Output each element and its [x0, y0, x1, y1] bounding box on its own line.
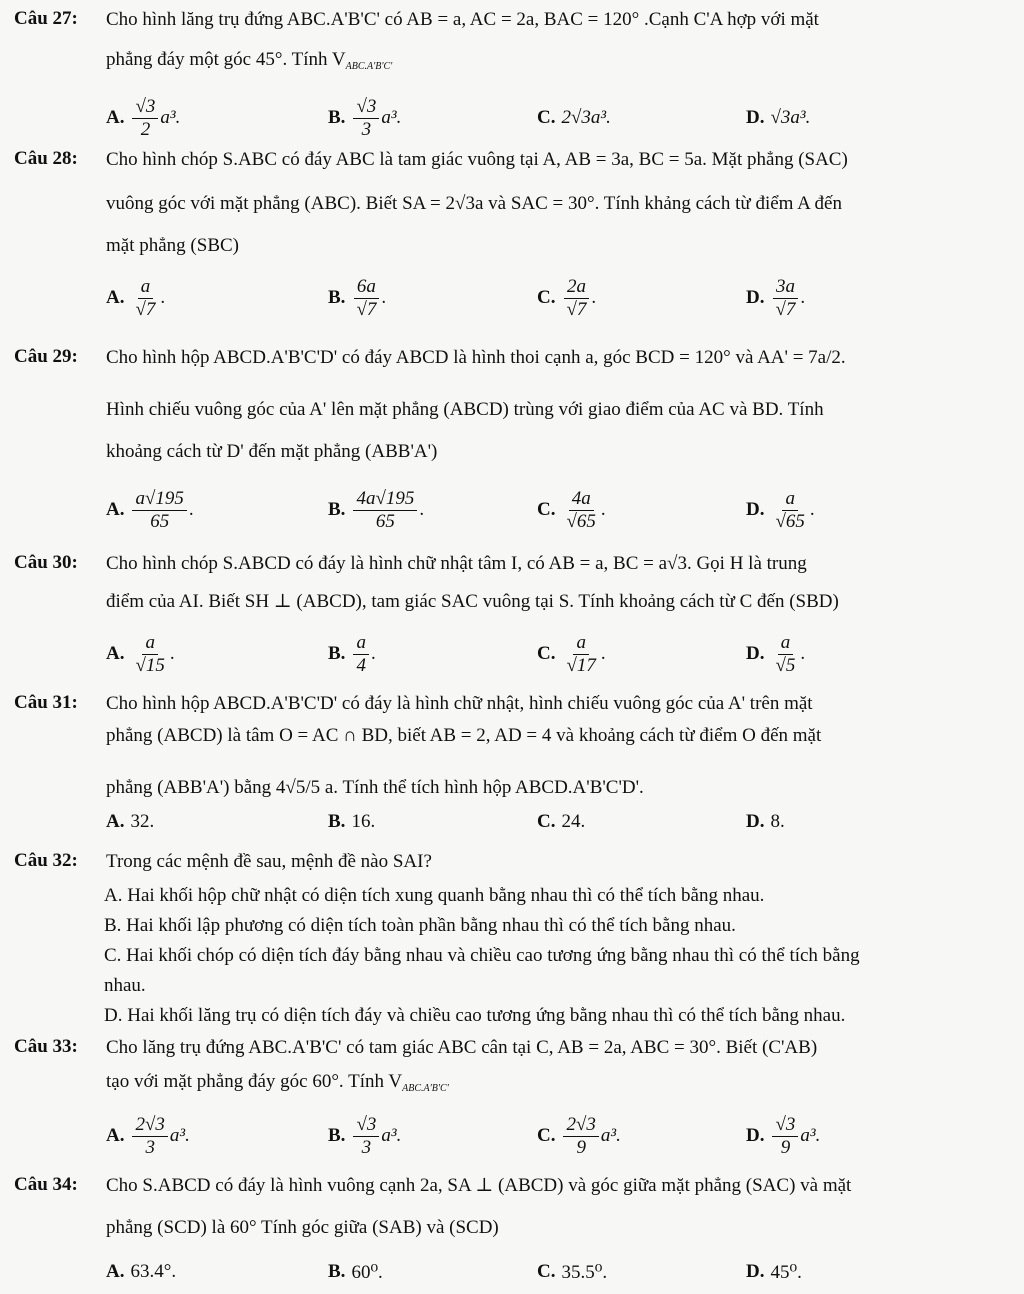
option-a: A. $\frac{a}{√7}$ . — [106, 275, 166, 320]
options-row — [0, 1254, 1024, 1290]
question-text: mặt phẳng (SBC) — [106, 235, 239, 256]
question-text: Cho hình lăng trụ đứng ABC.A'B'C' có AB = a, AC = 2a, BAC = 120° .Cạnh C'A hợp với mặt — [106, 9, 819, 30]
option-a: A. $\frac{a√195}{65}$ . — [106, 487, 194, 532]
option-c: C. $\frac{a}{√17}$ . — [537, 631, 606, 676]
option-b: B. $\frac{4a√195}{65}$ . — [328, 487, 425, 532]
question-text: phẳng (ABCD) là tâm O = AC ∩ BD, biết AB = 2, AD = 4 và khoảng cách từ điểm O đến mặt — [106, 725, 822, 746]
question-label: Câu 27: — [14, 8, 78, 29]
option-c: C. $\frac{2a}{√7}$ . — [537, 275, 597, 320]
statement-b: B. Hai khối lập phương có diện tích toàn phần bằng nhau thì có thể tích bằng nhau. — [104, 915, 736, 936]
option-c: C. 24. — [537, 811, 586, 832]
question-text: Hình chiếu vuông góc của A' lên mặt phẳng (ABCD) trùng với giao điểm của AC và BD. Tính — [106, 399, 824, 420]
question-text: Cho hình chóp S.ABC có đáy ABC là tam giác vuông tại A, AB = 3a, BC = 5a. Mặt phẳng (SAC) — [106, 149, 848, 170]
option-d: D. 45⁰. — [746, 1261, 802, 1283]
option-c: C. 35.5⁰. — [537, 1261, 608, 1283]
option-c: C. 2√3a³. — [537, 107, 611, 128]
question-label: Câu 34: — [14, 1174, 78, 1195]
option-b: B. 16. — [328, 811, 376, 832]
question-text: phẳng đáy một góc 45°. Tính $V_{ABC.A'B'C'}$ — [106, 49, 393, 72]
option-a: A. 32. — [106, 811, 155, 832]
question-text: Cho hình hộp ABCD.A'B'C'D' có đáy ABCD là hình thoi cạnh a, góc BCD = 120° và AA' = 7a/2. — [106, 347, 846, 368]
option-d: D. $\frac{a}{√65}$ . — [746, 487, 815, 532]
statement-a: A. Hai khối hộp chữ nhật có diện tích xung quanh bằng nhau thì có thể tích bằng nhau. — [104, 885, 765, 906]
question-text: tạo với mặt phẳng đáy góc 60°. Tính $V_{ABC.A'B'C'}$ — [106, 1071, 449, 1094]
question-text: vuông góc với mặt phẳng (ABC). Biết SA = 2√3a và SAC = 30°. Tính khảng cách từ điểm A đến — [106, 193, 842, 214]
question-text: Cho hình hộp ABCD.A'B'C'D' có đáy là hình chữ nhật, hình chiếu vuông góc của A' trên mặt — [106, 693, 813, 714]
option-c: C. $\frac{2√3}{9}$ a³. — [537, 1113, 621, 1158]
option-b: B. $\frac{a}{4}$ . — [328, 631, 376, 676]
question-text: Cho S.ABCD có đáy là hình vuông cạnh 2a, SA ⊥ (ABCD) và góc giữa mặt phẳng (SAC) và mặt — [106, 1175, 852, 1196]
option-b: B. 60⁰. — [328, 1261, 383, 1283]
option-a: A. $\frac{√3}{2}$ a³. — [106, 95, 181, 140]
question-label: Câu 29: — [14, 346, 78, 367]
statement-d: D. Hai khối lăng trụ có diện tích đáy và chiều cao tương ứng bằng nhau thì có thể tích bằng nhau. — [104, 1005, 846, 1026]
option-b: B. $\frac{6a}{√7}$ . — [328, 275, 387, 320]
question-label: Câu 31: — [14, 692, 78, 713]
question-text: Cho hình chóp S.ABCD có đáy là hình chữ nhật tâm I, có AB = a, BC = a√3. Gọi H là trung — [106, 553, 807, 574]
option-d: D. 8. — [746, 811, 785, 832]
options-row — [0, 88, 1024, 148]
statement-c: C. Hai khối chóp có diện tích đáy bằng nhau và chiều cao tương ứng bằng nhau thì có thể tích bằng — [104, 945, 860, 966]
option-b: B. $\frac{√3}{3}$ a³. — [328, 95, 402, 140]
option-c: C. $\frac{4a}{√65}$ . — [537, 487, 606, 532]
option-a: A. 63.4°. — [106, 1261, 177, 1282]
question-text: phẳng (ABB'A') bằng 4√5/5 a. Tính thể tích hình hộp ABCD.A'B'C'D'. — [106, 777, 644, 798]
option-d: D. $\frac{a}{√5}$ . — [746, 631, 806, 676]
question-text: điểm của AI. Biết SH ⊥ (ABCD), tam giác SAC vuông tại S. Tính khoảng cách từ C đến (SBD) — [106, 591, 839, 612]
options-row — [0, 624, 1024, 684]
options-row — [0, 480, 1024, 540]
subscript: ABC.A'B'C' — [402, 1083, 449, 1094]
question-label: Câu 32: — [14, 850, 78, 871]
question-text: Cho lăng trụ đứng ABC.A'B'C' có tam giác ABC cân tại C, AB = 2a, ABC = 30°. Biết (C'AB) — [106, 1037, 818, 1058]
options-row — [0, 268, 1024, 328]
question-text: Trong các mệnh đề sau, mệnh đề nào SAI? — [106, 851, 432, 872]
option-a: A. $\frac{a}{√15}$ . — [106, 631, 175, 676]
question-label: Câu 33: — [14, 1036, 78, 1057]
statement-c-cont: nhau. — [104, 975, 146, 996]
option-b: B. $\frac{√3}{3}$ a³. — [328, 1113, 402, 1158]
options-row — [0, 1106, 1024, 1166]
subscript: ABC.A'B'C' — [345, 61, 393, 72]
question-label: Câu 28: — [14, 148, 78, 169]
option-d: D. $\frac{3a}{√7}$ . — [746, 275, 806, 320]
options-row — [0, 802, 1024, 842]
option-a: A. $\frac{2√3}{3}$ a³. — [106, 1113, 190, 1158]
question-label: Câu 30: — [14, 552, 78, 573]
question-text: khoảng cách từ D' đến mặt phẳng (ABB'A') — [106, 441, 438, 462]
question-text: phẳng (SCD) là 60° Tính góc giữa (SAB) và (SCD) — [106, 1217, 499, 1238]
option-d: D. $\frac{√3}{9}$ a³. — [746, 1113, 821, 1158]
option-d: D. √3a³. — [746, 107, 811, 128]
